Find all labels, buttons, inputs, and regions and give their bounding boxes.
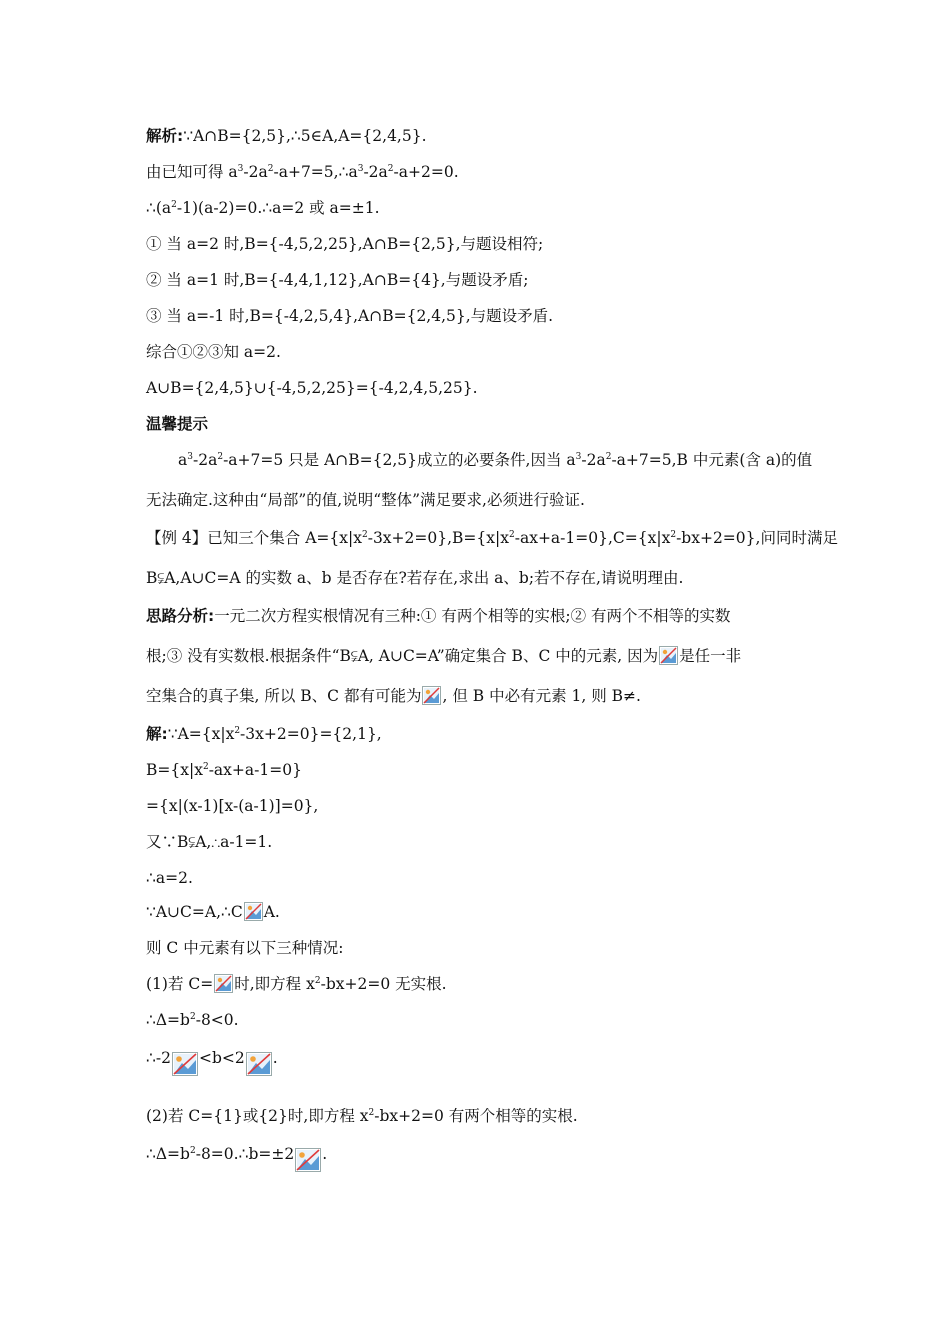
broken-image-icon — [246, 1052, 272, 1076]
exponent: 3 — [187, 452, 193, 462]
text: ∴Δ=b — [146, 1145, 190, 1163]
solution-line-12 — [146, 1144, 327, 1172]
text: (1)若 C= — [146, 975, 214, 993]
text: -a+7=5,B 中元素(含 a)的值 — [611, 451, 813, 469]
text: -a+2=0. — [393, 163, 459, 181]
exponent: 3 — [357, 164, 364, 174]
text: <b<2 — [198, 1049, 245, 1067]
idea-line-3 — [146, 686, 641, 706]
conclusion-line: 综合①②③知 a=2. — [146, 343, 281, 361]
factor-line — [146, 198, 380, 218]
solution-line-10 — [146, 1048, 278, 1076]
text: . — [322, 1145, 328, 1163]
solution-label: 解: — [146, 725, 168, 743]
text: -8=0.∴b=±2 — [195, 1145, 295, 1163]
text: -a+7=5,∴a — [273, 163, 358, 181]
text: -3x+2=0}={2,1}, — [240, 725, 382, 743]
text: 由已知可得 a — [146, 163, 238, 181]
exponent: 2 — [189, 1146, 196, 1156]
solution-line-6 — [146, 902, 280, 922]
exponent: 2 — [670, 530, 677, 540]
tip-title: 温馨提示 — [146, 415, 209, 433]
union-line: A∪B={2,4,5}∪{-4,5,2,25}={-4,2,4,5,25}. — [146, 379, 478, 397]
exponent: 2 — [605, 452, 612, 462]
text: -bx+2=0 无实根. — [320, 975, 447, 993]
solution-line-9 — [146, 1010, 239, 1030]
exponent: 3 — [237, 164, 244, 174]
solution-line-2 — [146, 760, 302, 780]
exponent: 2 — [361, 530, 368, 540]
text: 是任一非 — [679, 647, 742, 665]
text: -2a — [581, 451, 606, 469]
text: -1)(a-2)=0.∴a=2 或 a=±1. — [176, 199, 380, 217]
text: ∴(a — [146, 199, 172, 217]
text: 根;③ 没有实数根.根据条件“B⫋A, A∪C=A”确定集合 B、C 中的元素, 因为 — [146, 647, 659, 665]
text: -ax+a-1=0} — [208, 761, 302, 779]
exponent: 3 — [575, 452, 582, 462]
text: -2a — [192, 451, 218, 469]
exponent: 2 — [189, 1012, 196, 1022]
text: B={x|x — [146, 761, 203, 779]
text: -bx+2=0},问同时满足 — [676, 529, 838, 547]
text: 一元二次方程实根情况有三种:① 有两个相等的实根;② 有两个不相等的实数 — [214, 607, 731, 625]
solution-line-3: ={x|(x-1)[x-(a-1)]=0}, — [146, 797, 319, 815]
exponent: 2 — [368, 1108, 375, 1118]
idea-line-1 — [146, 606, 731, 626]
text: -bx+2=0 有两个相等的实根. — [374, 1107, 578, 1125]
derive-line — [146, 162, 459, 182]
exponent: 2 — [217, 452, 224, 462]
text: ∴-2 — [146, 1049, 171, 1067]
text: . — [272, 1049, 278, 1067]
example-4-line-2: B⫋A,A∪C=A 的实数 a、b 是否存在?若存在,求出 a、b;若不存在,请说明理由. — [146, 569, 684, 587]
idea-line-2 — [146, 646, 741, 666]
exponent: 2 — [387, 164, 394, 174]
broken-image-icon — [295, 1148, 321, 1172]
exponent: 2 — [234, 726, 241, 736]
exponent: 2 — [267, 164, 274, 174]
solution-line-8 — [146, 974, 447, 994]
tip-line-2: 无法确定.这种由“局部”的值,说明“整体”满足要求,必须进行验证. — [146, 491, 585, 509]
broken-image-icon — [422, 686, 441, 705]
text: 空集合的真子集, 所以 B、C 都有可能为 — [146, 687, 422, 705]
text: -3x+2=0},B={x|x — [367, 529, 509, 547]
solution-line-5: ∴a=2. — [146, 869, 193, 887]
text: 【例 4】已知三个集合 A={x|x — [146, 529, 362, 547]
exponent: 2 — [314, 976, 321, 986]
solution-line-11 — [146, 1106, 578, 1126]
solution-line-7: 则 C 中元素有以下三种情况: — [146, 939, 344, 957]
text: -2a — [363, 163, 388, 181]
broken-image-icon — [172, 1052, 198, 1076]
broken-image-icon — [214, 974, 233, 993]
example-4-line — [146, 528, 838, 548]
text: ∵A={x|x — [167, 725, 235, 743]
text: a — [178, 451, 188, 469]
idea-label: 思路分析: — [146, 607, 215, 625]
analysis-label: 解析: — [146, 127, 184, 145]
broken-image-icon — [659, 646, 678, 665]
text: (2)若 C={1}或{2}时,即方程 x — [146, 1107, 369, 1125]
text: -8<0. — [195, 1011, 239, 1029]
solution-line-4: 又∵B⫋A,∴a-1=1. — [146, 833, 273, 851]
text: ∵A∪C=A,∴C — [146, 903, 243, 921]
tip-line-1 — [178, 450, 812, 470]
text: 时,即方程 x — [234, 975, 315, 993]
text: -ax+a-1=0},C={x|x — [514, 529, 671, 547]
broken-image-icon — [244, 902, 263, 921]
exponent: 2 — [508, 530, 515, 540]
analysis-line — [146, 126, 427, 146]
text: , 但 B 中必有元素 1, 则 B≠. — [442, 687, 641, 705]
text: ∴Δ=b — [146, 1011, 190, 1029]
text: -a+7=5 只是 A∩B={2,5}成立的必要条件,因当 a — [223, 451, 576, 469]
case-1-line: ① 当 a=2 时,B={-4,5,2,25},A∩B={2,5},与题设相符; — [146, 235, 544, 253]
text: -2a — [243, 163, 268, 181]
exponent: 2 — [202, 762, 209, 772]
case-2-line: ② 当 a=1 时,B={-4,4,1,12},A∩B={4},与题设矛盾; — [146, 271, 529, 289]
case-3-line: ③ 当 a=-1 时,B={-4,2,5,4},A∩B={2,4,5},与题设矛盾. — [146, 307, 554, 325]
solution-line-1 — [146, 724, 382, 744]
analysis-text: ∵A∩B={2,5},∴5∈A,A={2,4,5}. — [183, 127, 427, 145]
text: A. — [263, 903, 280, 921]
exponent: 2 — [171, 200, 177, 210]
